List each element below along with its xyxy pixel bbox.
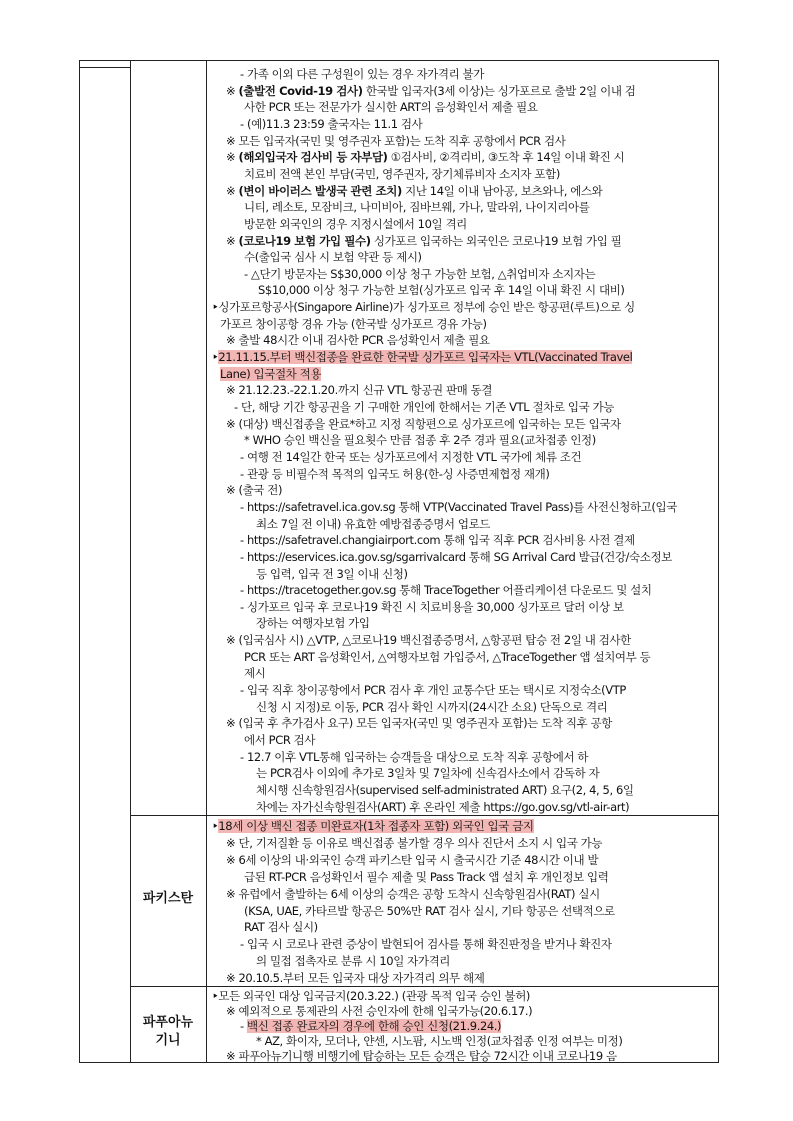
text-span: - 단, 해당 기간 항공권을 기 구매한 개인에 한해서는 기존 VTL 절차로 입국 가능	[234, 400, 614, 414]
text-span: - 입국 시 코로나 관련 증상이 발현되어 검사를 통해 확진판정을 받거나 확진자	[240, 937, 612, 952]
text-span: ※ 6세 이상의 내‧외국인 승객 파키스탄 입국 시 출국시간 기준 48시간 이내 발	[226, 852, 599, 867]
pakistan-content	[206, 816, 718, 986]
text-span: 최소 7일 전 이내) 유효한 예방접종증명서 업로드	[256, 516, 491, 531]
highlighted-text: Lane) 입국절차 적용	[220, 366, 322, 381]
text-span: ※ 모든 입국자(국민 및 영주권자 포함)는 도착 직후 공항에서 PCR 검사	[226, 133, 566, 148]
text-span: - 여행 전 14일간 한국 또는 싱가포르에서 지정한 VTL 국가에 체류 조건	[240, 449, 582, 464]
singapore-content	[206, 63, 718, 815]
text-span: (KSA, UAE, 카타르발 항공은 50%만 RAT 검사 실시, 기타 항공은 선택적으로	[244, 903, 615, 918]
text-span: RAT 검사 실시)	[244, 920, 318, 935]
text-span: ※	[226, 83, 239, 98]
text-span: - https://eservices.ica.gov.sg/sgarrivalcard 통해 SG Arrival Card 발급(건강/숙소정보	[240, 549, 672, 564]
text-span: 장하는 여행자보험 가입	[256, 616, 370, 631]
text-line	[240, 465, 549, 484]
text-span: 가포르 창이공항 경유 가능 (한국발 싱가포르 경유 가능)	[220, 316, 487, 331]
text-span: - https://safetravel.ica.gov.sg 통해 VTP(Vaccinated Travel Pass)를 사전신청하고(입국	[240, 499, 677, 514]
country-pakistan: 파키스탄	[142, 891, 194, 906]
text-span: 한국발 입국자(3세 이상)는 싱가포르로 출발 2일 이내 검	[362, 83, 636, 98]
text-span: ※ 단, 기저질환 등 이유로 백신접종 불가할 경우 의사 진단서 소지 시 입국 가능	[226, 835, 603, 850]
text-span: 니티, 레소토, 모잠비크, 나미비아, 짐바브웨, 가나, 말라위, 나이지리아를	[244, 200, 590, 215]
text-span: ※ (입국 후 추가검사 요구) 모든 입국자(국민 및 영주권자 포함)는 도착 직후 공항	[226, 716, 612, 731]
text-span: 사한 PCR 또는 전문가가 실시한 ART의 음성확인서 제출 필요	[244, 100, 538, 115]
text-span: 수(출입국 심사 시 보험 약관 등 제시)	[244, 250, 422, 265]
country-name-line-2: 기니	[155, 1033, 181, 1048]
text-span: - 가족 이외 다른 구성원이 있는 경우 자가격리 불가	[240, 67, 484, 81]
text-span: 등 입력, 입국 전 3일 이내 신청)	[256, 566, 408, 581]
text-span: 치료비 전액 본인 부담(국민, 영주권자, 장기체류비자 소지자 포함)	[244, 166, 560, 181]
text-span: ※ 출발 48시간 이내 검사한 PCR 음성확인서 제출 필요	[226, 333, 490, 348]
text-span: * AZ, 화이자, 모더나, 얀센, 시노팜, 시노백 인정(교차접종 인정 여부는 미정)	[256, 1034, 623, 1049]
text-line	[244, 648, 650, 667]
text-span: -	[240, 1019, 248, 1034]
highlighted-text: 21.11.15.부터 백신접종을 완료한 한국발 싱가포르 입국자는 VTL(Vaccinated Travel	[218, 350, 633, 365]
text-span: PCR 또는 ART 음성확인서, △여행자보험 가입증서, △TraceTogether 앱 설치여부 등	[244, 649, 651, 664]
papua-content	[206, 987, 718, 1063]
text-span: ‣모든 외국인 대상 입국금지(20.3.22.) (관광 목적 입국 승인 불허)	[212, 989, 531, 1003]
text-span: - 12.7 이후 VTL통해 입국하는 승객들을 대상으로 도착 직후 공항에서 하	[240, 749, 589, 764]
text-span: ※ (대상) 백신접종을 완료*하고 지정 직항편으로 싱가포르에 입국하는 모든 입국자	[226, 416, 621, 431]
text-span: ※	[226, 150, 239, 165]
text-span: ①검사비, ②격리비, ③도착 후 14일 이내 확진 시	[387, 150, 625, 165]
text-span: ‣	[212, 350, 219, 365]
text-span: ※ (입국심사 시) △VTP, △코로나19 백신접종증명서, △항공편 탑승 전 2일 내 검사한	[226, 633, 631, 648]
text-span: 는 PCR검사 이외에 추가로 3일차 및 7일차에 신속검사소에서 감독하 자	[256, 766, 600, 781]
text-span: S$10,000 이상 청구 가능한 보험(싱가포르 입국 후 14일 이내 확진 시 대비)	[258, 283, 625, 298]
text-span: ※ 파푸아뉴기니행 비행기에 탑승하는 모든 승객은 탑승 72시간 이내 코로나19 음	[226, 1049, 617, 1063]
text-span: ※ 예외적으로 통제관의 사전 승인자에 한해 입국가능(20.6.17.)	[226, 1004, 533, 1019]
text-span: 급된 RT-PCR 음성확인서 필수 제출 및 Pass Track 앱 설치 후 개인정보 입력	[244, 869, 609, 884]
text-span: - https://safetravel.changiairport.com 통해 입국 직후 PCR 검사비용 사전 결제	[240, 533, 635, 548]
text-span: 체시행 신속항원검사(supervised self-administrated ART) 요구(2, 4, 5, 6일	[256, 782, 634, 797]
text-span: 제시	[244, 666, 266, 681]
text-span: - 관광 등 비필수적 목적의 입국도 허용(한-싱 사증면제협정 재개)	[240, 466, 550, 481]
country-papua-new-guinea	[130, 1014, 206, 1050]
text-span: - 입국 직후 창이공항에서 PCR 검사 후 개인 교통수단 또는 택시로 지정숙소(VTP	[240, 683, 626, 698]
text-span: ‣싱가포르항공사(Singapore Airline)가 싱가포르 정부에 승인 받은 항공편(루트)으로 싱	[212, 300, 635, 315]
text-span: ※ (출국 전)	[226, 483, 283, 498]
text-line	[226, 969, 484, 986]
text-span: 차에는 자가신속항원검사(ART) 후 온라인 제출 https://go.gov.sg/vtl-air-art)	[256, 799, 630, 814]
text-span: 지난 14일 이내 남아공, 보츠와나, 에스와	[401, 183, 603, 198]
bold-heading: (변이 바이러스 발생국 관련 조치)	[238, 183, 402, 198]
text-line	[256, 798, 629, 815]
text-span: ※ 20.10.5.부터 모든 입국자 대상 자가격리 의무 해제	[226, 971, 485, 986]
country-name-line-1: 파푸아뉴	[142, 1015, 194, 1030]
text-span: ※ 유럽에서 출발하는 6세 이상의 승객은 공항 도착시 신속항원검사(RAT) 실시	[226, 886, 600, 901]
highlighted-text: 18세 이상 백신 접종 미완료자(1차 접종자 포함) 외국인 입국 금지	[218, 819, 534, 833]
text-span: ※ 21.12.23.-22.1.20.까지 신규 VTL 항공권 판매 동결	[226, 383, 493, 398]
text-span: ※	[226, 233, 239, 248]
text-span: * WHO 승인 백신을 필요횟수 만큼 접종 후 2주 경과 필요(교차접종 인정)	[244, 433, 596, 448]
text-span: - 싱가포르 입국 후 코로나19 확진 시 치료비용을 30,000 싱가포르 달러 이상 보	[240, 599, 624, 614]
text-span: ※	[226, 183, 239, 198]
text-span: - (예)11.3 23:59 출국자는 11.1 검사	[240, 116, 423, 131]
bold-heading: (출발전 Covid-19 검사)	[238, 83, 363, 98]
text-span: - △단기 방문자는 S$30,000 이상 청구 가능한 보험, △취업비자 소지자는	[244, 266, 596, 281]
text-span: 의 밀접 접촉자로 분류 시 10일 자가격리	[256, 954, 450, 969]
bold-heading: (코로나19 보험 가입 필수)	[238, 233, 371, 248]
highlighted-text: 백신 접종 완료자의 경우에 한해 승인 신청(21.9.24.)	[247, 1019, 502, 1034]
text-span: ‣	[212, 819, 219, 833]
text-span: 방문한 외국인의 경우 지정시설에서 10일 격리	[244, 216, 467, 231]
text-span: 싱가포르 입국하는 외국인은 코로나19 보험 가입 필	[370, 233, 622, 248]
text-span: 에서 PCR 검사	[244, 733, 316, 747]
text-line	[226, 1047, 617, 1063]
text-span: 신청 시 지정)로 이동, PCR 검사 확인 시까지(24시간 소요) 단독으로 격리	[256, 699, 608, 714]
bold-heading: (해외입국자 검사비 등 자부담)	[238, 150, 388, 165]
text-span: - https://tracetogether.gov.sg 통해 TraceTogether 어플리케이션 다운로드 및 설치	[240, 583, 652, 598]
